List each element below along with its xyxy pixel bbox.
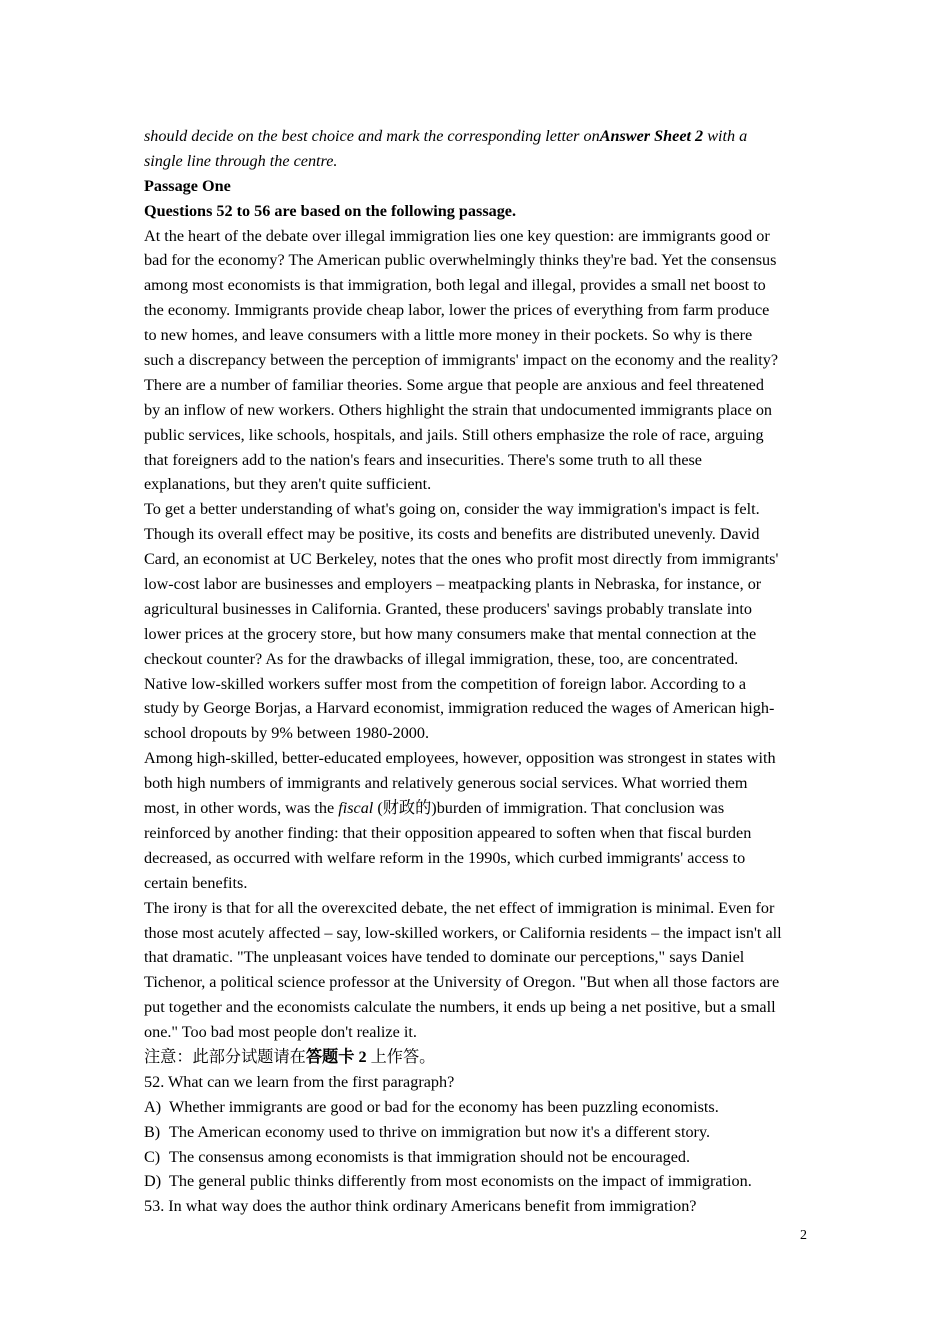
instruction-line-2: single line through the centre. (144, 151, 338, 170)
paragraph-line: reinforced by another finding: that their opposition appeared to soften when that fiscal burden (144, 823, 752, 842)
option-d (144, 1169, 808, 1194)
paragraph-line: The irony is that for all the overexcited debate, the net effect of immigration is minimal. Even for (144, 898, 775, 917)
questions-heading: Questions 52 to 56 are based on the following passage. (144, 201, 517, 220)
paragraph-line: one." Too bad most people don't realize it. (144, 1023, 417, 1042)
answer-note (144, 1045, 808, 1070)
instruction-text-end: with a (703, 127, 748, 145)
option-letter: B) (144, 1122, 161, 1141)
paragraph-line: to new homes, and leave consumers with a little more money in their pockets. So why is there (144, 326, 753, 345)
paragraph-line: that dramatic. "The unpleasant voices have tended to dominate our perceptions," says Daniel (144, 948, 745, 967)
paragraph-line: such a discrepancy between the perception of immigrants' impact on the economy and the reality? (144, 351, 778, 370)
paragraph-line: school dropouts by 9% between 1980-2000. (144, 724, 430, 743)
paragraph-line: There are a number of familiar theories. Some argue that people are anxious and feel threatened (144, 375, 764, 394)
paragraph-text: most, in other words, was the (144, 799, 339, 818)
note-text-end: 上作答。 (366, 1047, 436, 1066)
paragraph-2 (144, 497, 808, 746)
paragraph-line: both high numbers of immigrants and relatively generous social services. What worried them (144, 774, 748, 793)
paragraph-text: (财政的)burden of immigration. That conclusion was (373, 799, 725, 818)
paragraph-line: Though its overall effect may be positive, its costs and benefits are distributed unevenly. David (144, 525, 760, 544)
document-page (144, 124, 808, 1219)
option-letter: C) (144, 1147, 161, 1166)
paragraph-line: certain benefits. (144, 873, 248, 892)
page-number: 2 (800, 1228, 807, 1243)
option-b (144, 1120, 808, 1145)
paragraph-line: by an inflow of new workers. Others highlight the strain that undocumented immigrants place on (144, 400, 773, 419)
paragraph-line: Native low-skilled workers suffer most from the competition of foreign labor. According to a (144, 674, 747, 693)
paragraph-line: bad for the economy? The American public overwhelmingly thinks they're bad. Yet the consensus (144, 251, 777, 270)
paragraph-1 (144, 224, 808, 498)
option-text: The consensus among economists is that immigration should not be encouraged. (169, 1147, 691, 1166)
paragraph-line: among most economists is that immigration, both legal and illegal, provides a small net boost to (144, 276, 766, 295)
paragraph-line: agricultural businesses in California. Granted, these producers' savings probably translate into (144, 599, 752, 618)
paragraph-line: that foreigners add to the nation's fears and insecurities. There's some truth to all these (144, 450, 702, 469)
paragraph-line: the economy. Immigrants provide cheap labor, lower the prices of everything from farm produce (144, 301, 770, 320)
note-text: 注意：此部分试题请在 (144, 1047, 306, 1066)
instruction-text: should decide on the best choice and mark the corresponding letter on (144, 127, 600, 145)
option-letter: D) (144, 1172, 162, 1191)
paragraph-line: public services, like schools, hospitals, and jails. Still others emphasize the role of race, arguing (144, 425, 764, 444)
fiscal-term: fiscal (338, 799, 374, 818)
option-text: The general public thinks differently from most economists on the impact of immigration. (169, 1172, 752, 1191)
option-c (144, 1145, 808, 1170)
paragraph-line: To get a better understanding of what's going on, consider the way immigration's impact is felt. (144, 500, 760, 519)
paragraph-line: At the heart of the debate over illegal immigration lies one key question: are immigrants good or (144, 226, 770, 245)
answer-sheet-label: 答题卡 2 (305, 1047, 367, 1066)
option-a (144, 1095, 808, 1120)
option-letter: A) (144, 1097, 162, 1116)
question-53: 53. In what way does the author think ordinary Americans benefit from immigration? (144, 1197, 697, 1216)
paragraph-line (144, 796, 808, 821)
paragraph-line: decreased, as occurred with welfare reform in the 1990s, which curbed immigrants' access to (144, 848, 746, 867)
passage-title: Passage One (144, 176, 231, 195)
question-52: 52. What can we learn from the first paragraph? (144, 1072, 455, 1091)
paragraph-line: checkout counter? As for the drawbacks of illegal immigration, these, too, are concentrated. (144, 649, 739, 668)
option-text: Whether immigrants are good or bad for the economy has been puzzling economists. (169, 1097, 719, 1116)
answer-sheet-reference: Answer Sheet 2 (599, 127, 704, 145)
paragraph-line: Among high-skilled, better-educated employees, however, opposition was strongest in states with (144, 749, 776, 768)
paragraph-line: lower prices at the grocery store, but how many consumers make that mental connection at the (144, 624, 757, 643)
paragraph-line: Tichenor, a political science professor at the University of Oregon. "But when all those factors are (144, 973, 780, 992)
option-text: The American economy used to thrive on immigration but now it's a different story. (169, 1122, 711, 1141)
paragraph-line: explanations, but they aren't quite sufficient. (144, 475, 432, 494)
paragraph-line: those most acutely affected – say, low-skilled workers, or California residents – the impact isn't all (144, 923, 782, 942)
instruction-line-1 (144, 124, 808, 149)
paragraph-line: Card, an economist at UC Berkeley, notes that the ones who profit most directly from immigrants' (144, 550, 779, 569)
paragraph-line: put together and the economists calculate the numbers, it ends up being a net positive, but a small (144, 998, 776, 1017)
paragraph-line: study by George Borjas, a Harvard economist, immigration reduced the wages of American high- (144, 699, 775, 718)
paragraph-4 (144, 896, 808, 1045)
paragraph-3 (144, 746, 808, 895)
paragraph-line: low-cost labor are businesses and employers – meatpacking plants in Nebraska, for instance, or (144, 575, 762, 594)
